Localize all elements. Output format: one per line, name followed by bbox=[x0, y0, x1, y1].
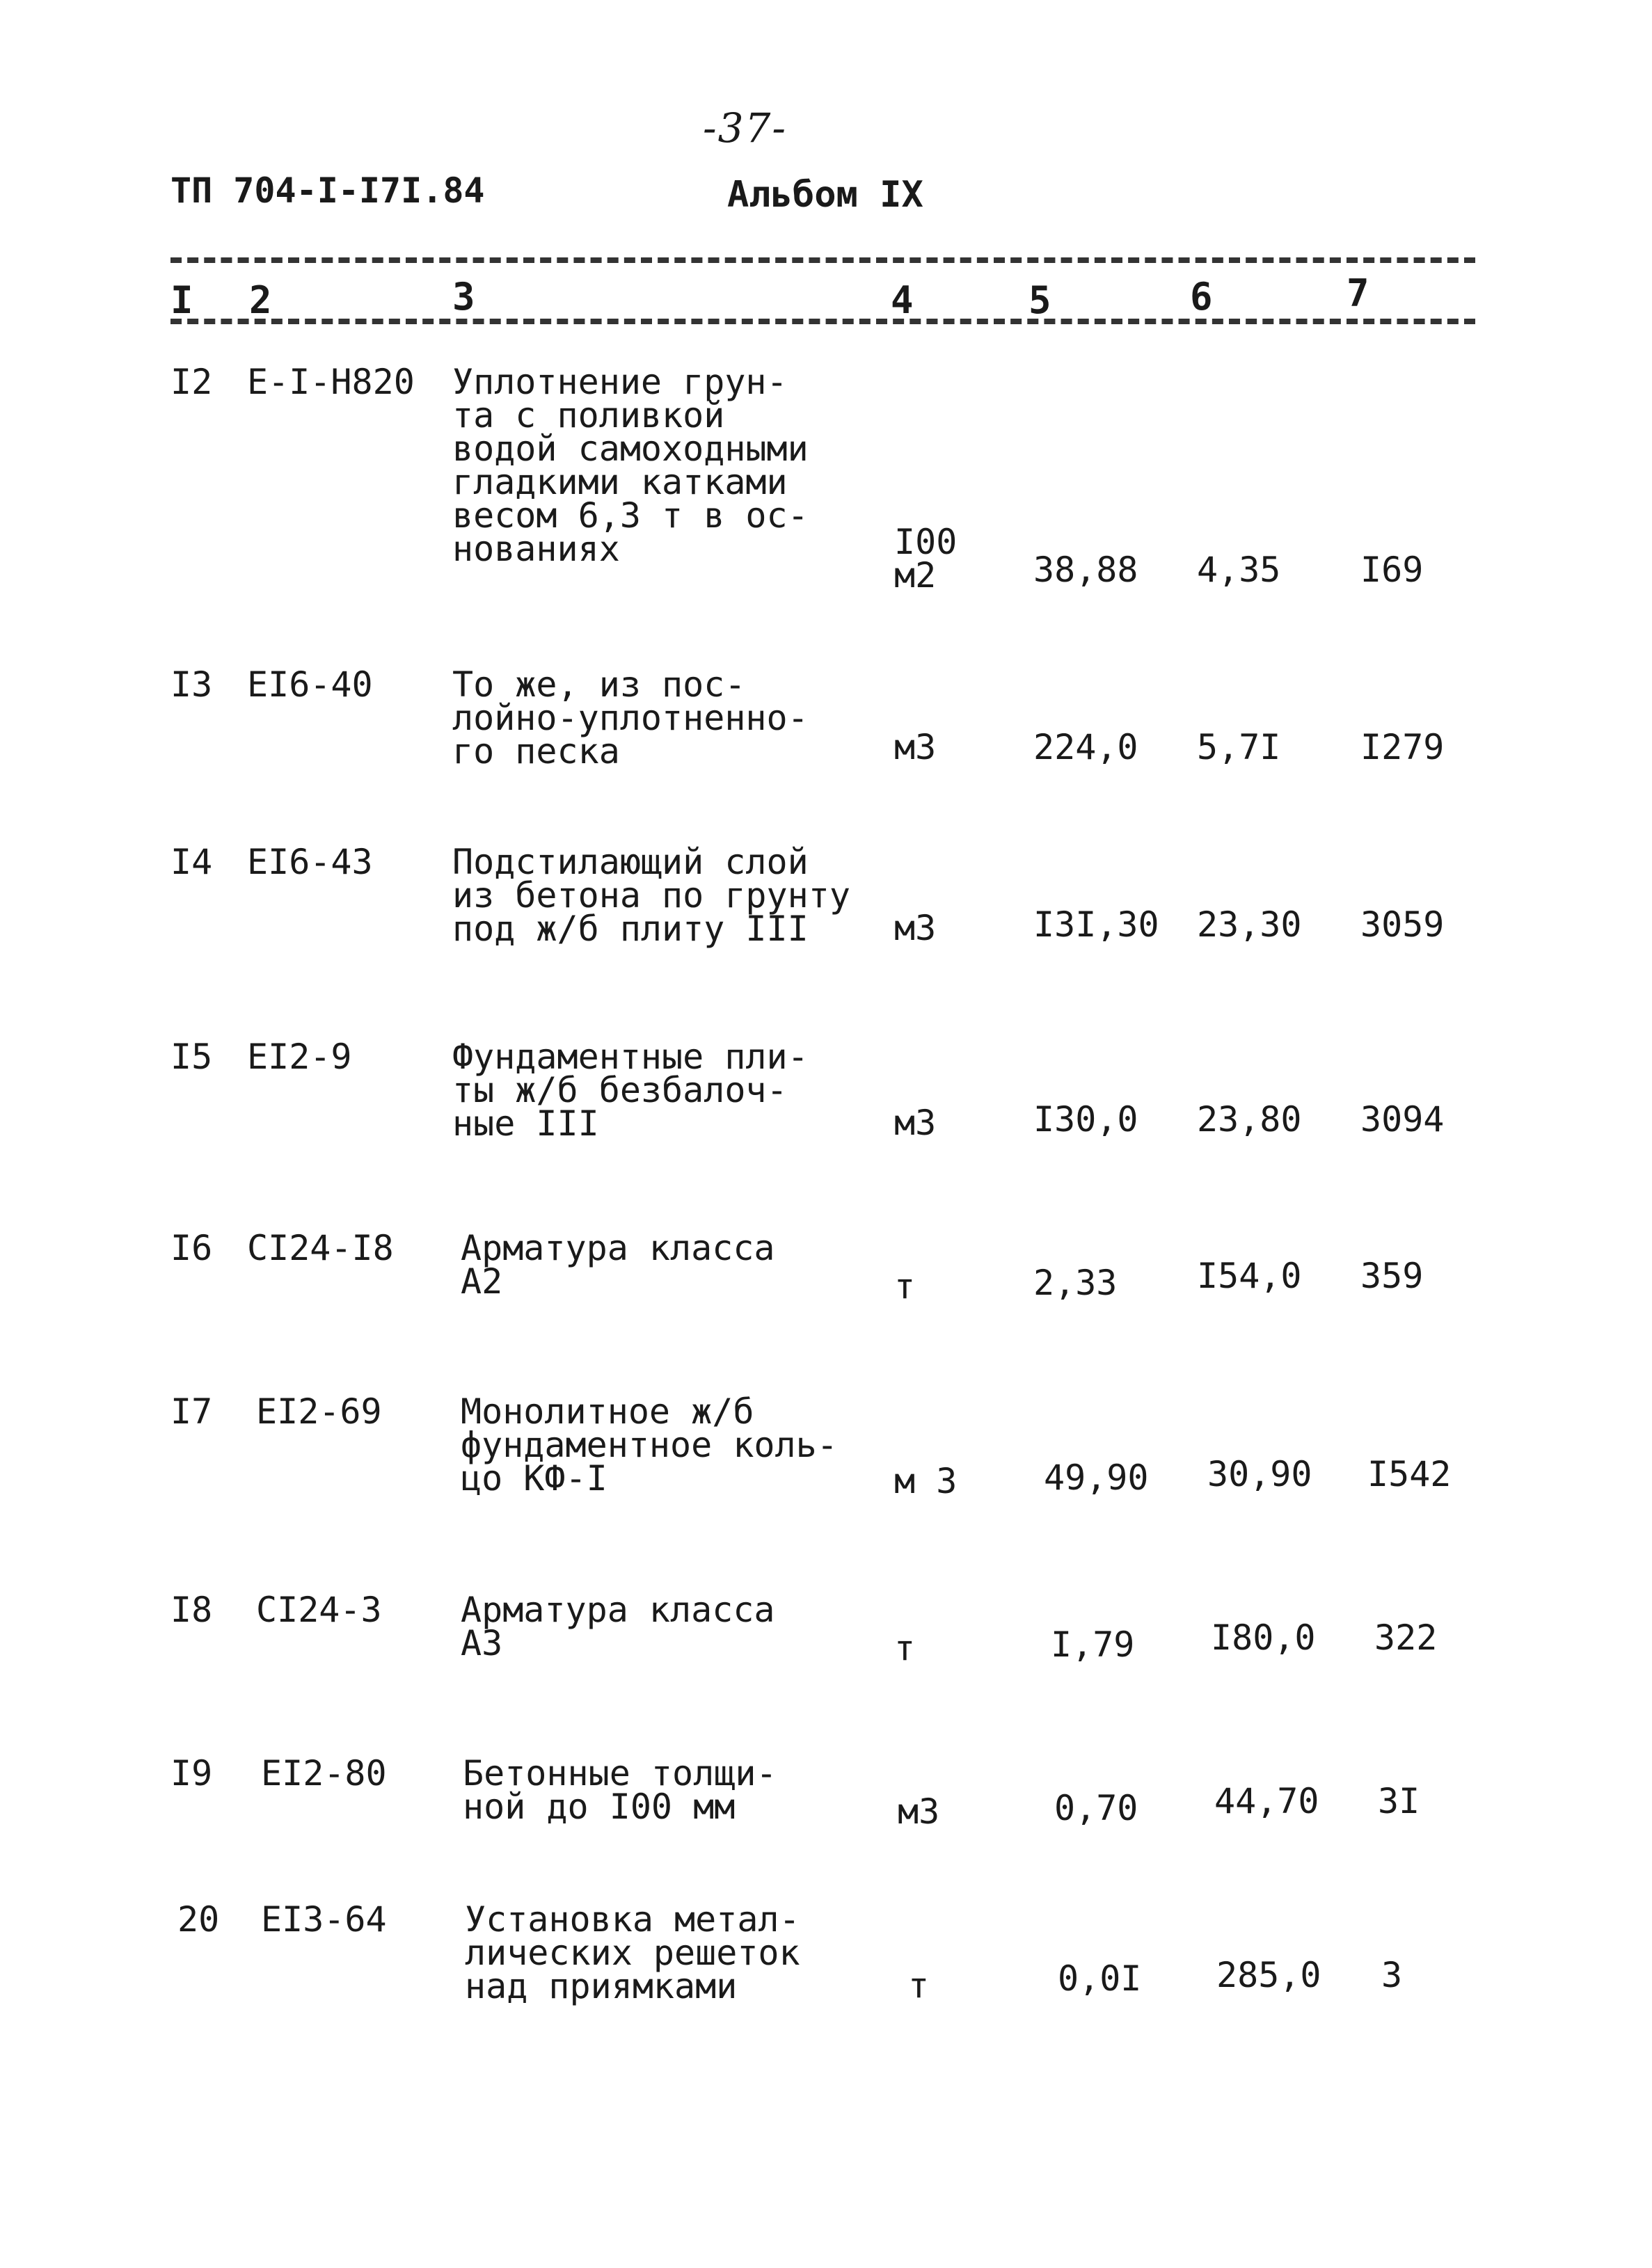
work-description: То же, из пос- лойно-уплотненно- го песка bbox=[452, 664, 809, 772]
quantity: 224,0 bbox=[1033, 727, 1138, 767]
unit: м3 bbox=[894, 727, 937, 767]
row-number: I9 bbox=[170, 1753, 213, 1794]
norm-code: ЕI3-64 bbox=[261, 1899, 387, 1940]
quantity: 0,0I bbox=[1058, 1958, 1142, 1999]
row-number: I8 bbox=[170, 1590, 213, 1630]
norm-code: СI24-3 bbox=[256, 1590, 382, 1630]
total-cost: 3059 bbox=[1360, 904, 1445, 945]
norm-code: ЕI2-9 bbox=[247, 1037, 352, 1077]
norm-code: ЕI2-80 bbox=[261, 1753, 387, 1794]
norm-code: СI24-I8 bbox=[247, 1228, 394, 1268]
unit: I00 м2 bbox=[894, 522, 958, 596]
total-cost: I69 bbox=[1360, 550, 1424, 590]
work-description: Арматура класса А3 bbox=[461, 1590, 775, 1663]
work-description: Уплотнение грун- та с поливкой водой самоходными гладкими катками весом 6,3 т в ос- нованиях bbox=[452, 362, 809, 569]
row-number: I5 bbox=[170, 1037, 213, 1077]
unit-price: 4,35 bbox=[1197, 550, 1281, 590]
work-description: Бетонные толщи- ной до I00 мм bbox=[463, 1753, 777, 1827]
norm-code: ЕI6-40 bbox=[247, 664, 373, 705]
unit-price: 23,30 bbox=[1197, 904, 1302, 945]
row-number: I7 bbox=[170, 1391, 213, 1432]
unit: м3 bbox=[894, 908, 937, 948]
row-number: I6 bbox=[170, 1228, 213, 1268]
column-header-2: 2 bbox=[249, 278, 272, 322]
work-description: Монолитное ж/б фундаментное коль- цо КФ-I bbox=[461, 1391, 838, 1499]
norm-code: Е-I-Н820 bbox=[247, 362, 415, 402]
total-cost: 359 bbox=[1360, 1256, 1424, 1296]
column-header-3: 3 bbox=[452, 275, 475, 319]
unit: т bbox=[908, 1965, 930, 2006]
total-cost: 3094 bbox=[1360, 1099, 1445, 1140]
row-number: I3 bbox=[170, 664, 213, 705]
quantity: 2,33 bbox=[1033, 1263, 1118, 1303]
quantity: 49,90 bbox=[1044, 1458, 1149, 1498]
work-description: Арматура класса А2 bbox=[461, 1228, 775, 1302]
quantity: 38,88 bbox=[1033, 550, 1138, 590]
work-description: Установка метал- лических решеток над приямками bbox=[465, 1899, 800, 2006]
unit-price: 30,90 bbox=[1207, 1454, 1312, 1494]
unit-price: 23,80 bbox=[1197, 1099, 1302, 1140]
total-cost: I279 bbox=[1360, 727, 1445, 767]
total-cost: 3 bbox=[1381, 1955, 1403, 1995]
unit-price: I54,0 bbox=[1197, 1256, 1302, 1296]
unit: т bbox=[894, 1628, 916, 1668]
norm-code: ЕI2-69 bbox=[256, 1391, 382, 1432]
quantity: 0,70 bbox=[1054, 1788, 1138, 1828]
total-cost: 322 bbox=[1374, 1618, 1438, 1658]
page-number: -37- bbox=[703, 104, 787, 152]
column-header-5: 5 bbox=[1028, 278, 1051, 322]
norm-code: ЕI6-43 bbox=[247, 842, 373, 882]
unit: м 3 bbox=[894, 1461, 958, 1501]
document-code: ТП 704-I-I7I.84 bbox=[170, 170, 485, 211]
quantity: I,79 bbox=[1051, 1624, 1135, 1665]
unit-price: 5,7I bbox=[1197, 727, 1281, 767]
row-number: 20 bbox=[177, 1899, 220, 1940]
unit-price: 285,0 bbox=[1216, 1955, 1321, 1995]
quantity: I30,0 bbox=[1033, 1099, 1138, 1140]
row-number: I4 bbox=[170, 842, 213, 882]
row-number: I2 bbox=[170, 362, 213, 402]
work-description: Фундаментные пли- ты ж/б безбалоч- ные III bbox=[452, 1037, 809, 1144]
quantity: I3I,30 bbox=[1033, 904, 1159, 945]
unit-price: I80,0 bbox=[1211, 1618, 1316, 1658]
unit: т bbox=[894, 1266, 916, 1307]
header-divider-top bbox=[170, 257, 1475, 263]
column-header-1: I bbox=[170, 278, 193, 322]
unit: м3 bbox=[898, 1791, 940, 1832]
album-title: Альбом IX bbox=[727, 174, 923, 216]
work-description: Подстилающий слой из бетона по грунту под ж/б плиту III bbox=[452, 842, 850, 949]
column-header-4: 4 bbox=[891, 278, 914, 322]
unit-price: 44,70 bbox=[1214, 1781, 1319, 1821]
total-cost: I542 bbox=[1367, 1454, 1452, 1494]
column-header-6: 6 bbox=[1190, 275, 1213, 319]
column-header-7: 7 bbox=[1347, 271, 1369, 315]
unit: м3 bbox=[894, 1103, 937, 1143]
total-cost: 3I bbox=[1378, 1781, 1420, 1821]
header-divider-bottom bbox=[170, 319, 1475, 324]
